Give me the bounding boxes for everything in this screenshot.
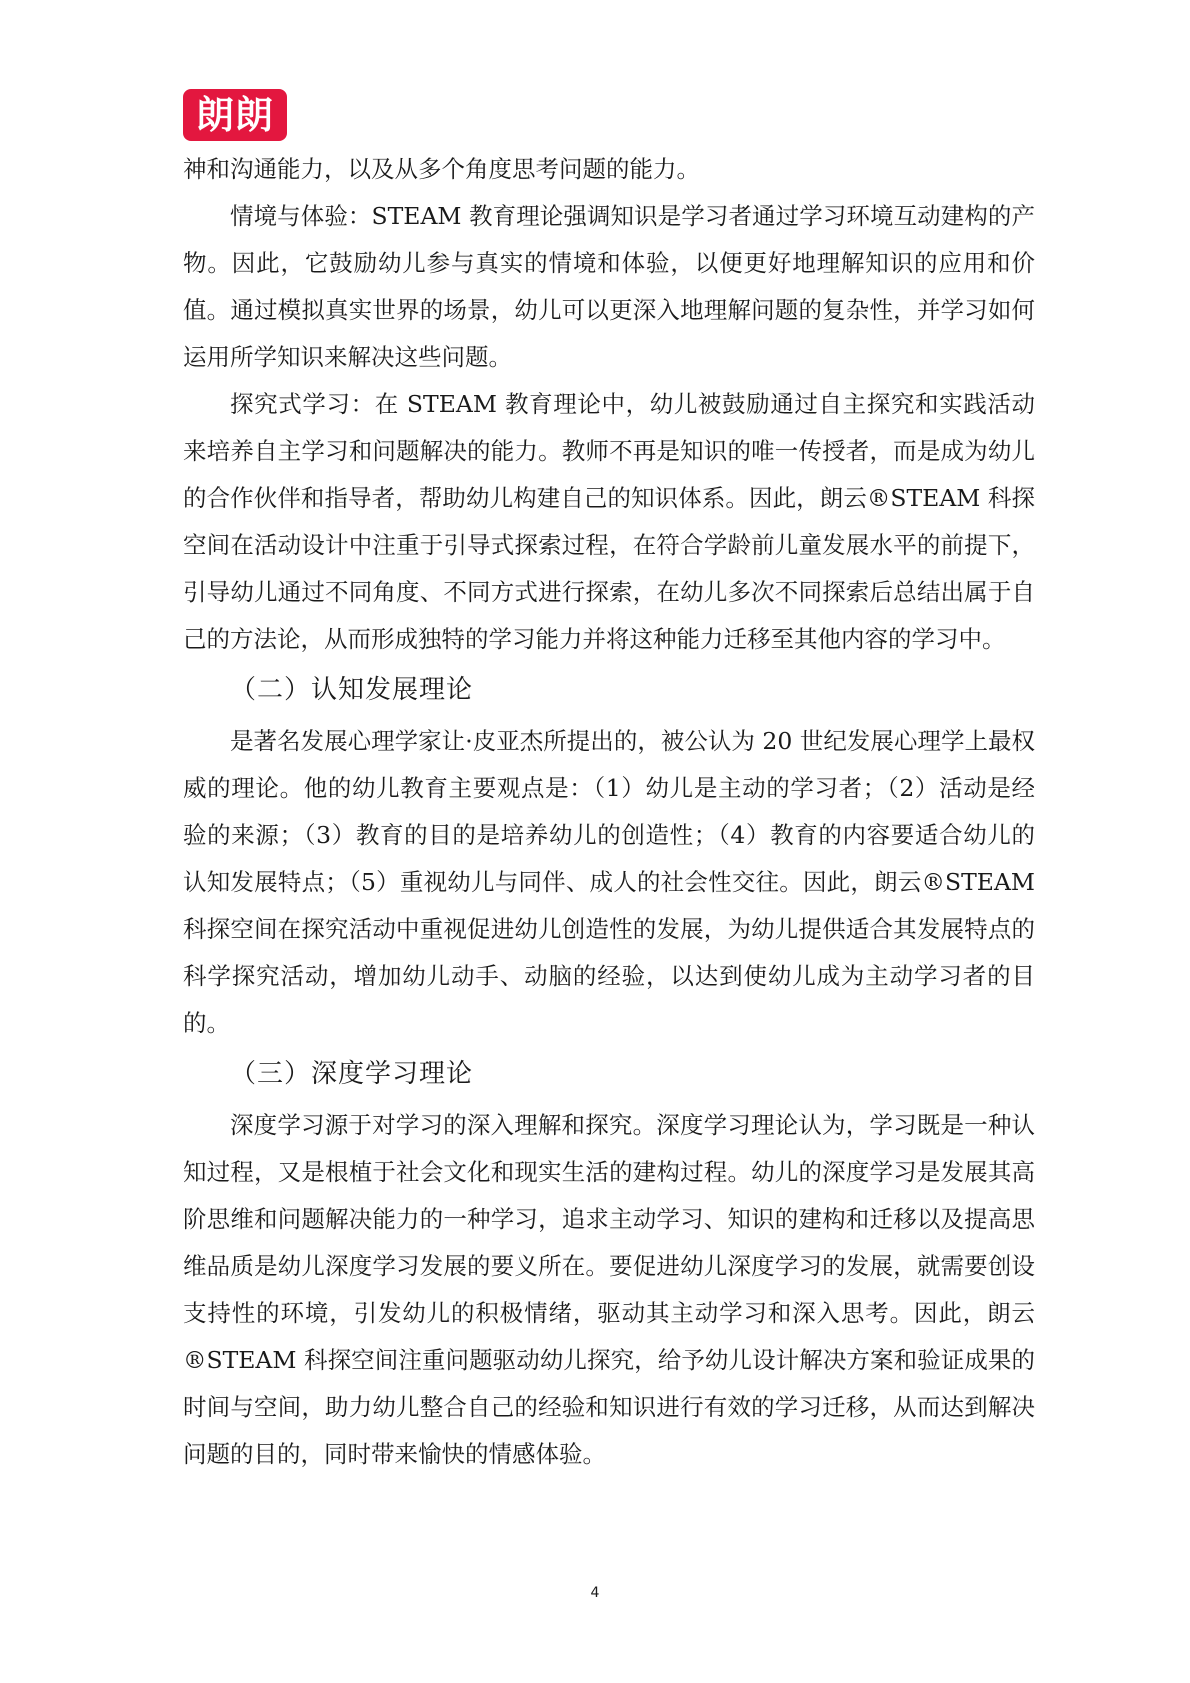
brand-logo: 朗朗 xyxy=(183,89,287,141)
page-content xyxy=(183,146,1035,1478)
page-number: 4 xyxy=(590,1585,600,1601)
paragraph-situation-experience: 情境与体验：STEAM 教育理论强调知识是学习者通过学习环境互动建构的产物。因此，它鼓励幼儿参与真实的情境和体验，以便更好地理解知识的应用和价值。通过模拟真实世界的场景，幼儿可以更深入地理解问题的复杂性，并学习如何运用所学知识来解决这些问题。 xyxy=(183,202,1035,371)
section-heading-cognitive-development: （二）认知发展理论 xyxy=(230,675,474,705)
section-heading-deep-learning: （三）深度学习理论 xyxy=(230,1059,474,1089)
paragraph-piaget: 是著名发展心理学家让·皮亚杰所提出的，被公认为 20 世纪发展心理学上最权威的理论。他的幼儿教育主要观点是：（1）幼儿是主动的学习者；（2）活动是经验的来源；（3）教育的目的是培养幼儿的创造性；（4）教育的内容要适合幼儿的认知发展特点；（5）重视幼儿与同伴、成人的社会性交往。因此，朗云®STEAM 科探空间在探究活动中重视促进幼儿创造性的发展，为幼儿提供适合其发展特点的科学探究活动，增加幼儿动手、动脑的经验，以达到使幼儿成为主动学习者的目的。 xyxy=(183,727,1035,1037)
paragraph-deep-learning: 深度学习源于对学习的深入理解和探究。深度学习理论认为，学习既是一种认知过程，又是根植于社会文化和现实生活的建构过程。幼儿的深度学习是发展其高阶思维和问题解决能力的一种学习，追求主动学习、知识的建构和迁移以及提高思维品质是幼儿深度学习发展的要义所在。要促进幼儿深度学习的发展，就需要创设支持性的环境，引发幼儿的积极情绪，驱动其主动学习和深入思考。因此，朗云®STEAM 科探空间注重问题驱动幼儿探究，给予幼儿设计解决方案和验证成果的时间与空间，助力幼儿整合自己的经验和知识进行有效的学习迁移，从而达到解决问题的目的，同时带来愉快的情感体验。 xyxy=(183,1111,1035,1468)
paragraph-continuation: 神和沟通能力，以及从多个角度思考问题的能力。 xyxy=(183,155,700,183)
paragraph-inquiry-learning: 探究式学习：在 STEAM 教育理论中，幼儿被鼓励通过自主探究和实践活动来培养自主学习和问题解决的能力。教师不再是知识的唯一传授者，而是成为幼儿的合作伙伴和指导者，帮助幼儿构建自己的知识体系。因此，朗云®STEAM 科探空间在活动设计中注重于引导式探索过程，在符合学龄前儿童发展水平的前提下，引导幼儿通过不同角度、不同方式进行探索，在幼儿多次不同探索后总结出属于自己的方法论，从而形成独特的学习能力并将这种能力迁移至其他内容的学习中。 xyxy=(183,390,1035,653)
